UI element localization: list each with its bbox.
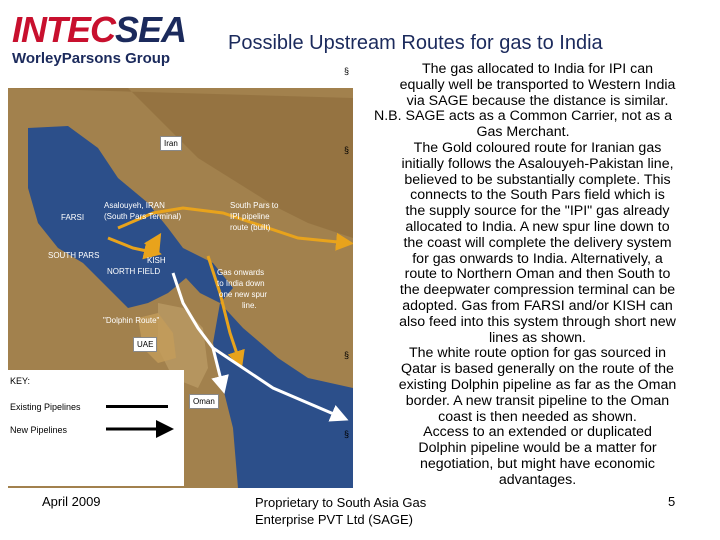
logo-wordmark: [12, 9, 202, 50]
bullet-line: for gas onwards to India. Alternatively, a: [412, 250, 663, 267]
nb-line: Gas Merchant.: [476, 124, 570, 141]
bullet-marker: §: [344, 66, 350, 76]
label-gas-onwards-2: to India down: [217, 279, 265, 288]
key-existing-swatch: [106, 405, 168, 408]
route-map: [8, 88, 353, 488]
key-title: KEY:: [10, 376, 31, 386]
logo-sea: SEA: [115, 9, 187, 50]
bullet-marker: §: [344, 429, 350, 440]
label-south-pars: SOUTH PARS: [48, 251, 100, 260]
bullet-line: negotiation, but might have economic: [419, 455, 656, 472]
bullet-line: the deepwater compression terminal can be: [399, 282, 676, 299]
footer-date: April 2009: [42, 494, 101, 509]
bullet-dolphin-access: [342, 425, 704, 488]
bullet-line: coast is then needed as shown.: [438, 408, 637, 425]
bullet-line: allocated to India. A new spur line down to: [405, 218, 670, 235]
label-kish: KISH: [147, 256, 166, 265]
bullet-line: The white route option for gas sourced in: [408, 345, 667, 362]
footer-proprietary: [255, 494, 426, 528]
slide-title: Possible Upstream Routes for gas to India: [228, 32, 603, 54]
label-asalouyeh-2: (South Pars Terminal): [104, 212, 182, 221]
bullet-line: initially follows the Asalouyeh-Pakistan line,: [401, 155, 674, 172]
key-existing-label: Existing Pipelines: [10, 402, 81, 412]
bullet-ipi: [342, 62, 704, 109]
logo-group: WorleyParsons Group: [12, 50, 171, 67]
nb-line: N.B. SAGE acts as a Common Carrier, not as a: [373, 108, 673, 125]
nb-note: [342, 109, 704, 141]
bullet-line: lines as shown.: [489, 329, 586, 346]
key-new-label: New Pipelines: [10, 425, 68, 435]
label-gas-onwards-4: line.: [242, 301, 257, 310]
bullet-marker: §: [344, 144, 350, 155]
bullet-line: route to Northern Oman and then South to: [404, 266, 671, 283]
bullet-list: [342, 62, 704, 489]
bullet-line: connects to the South Pars field which is: [410, 187, 665, 204]
label-oman: Oman: [189, 394, 219, 409]
bullet-line: adopted. Gas from FARSI and/or KISH can: [402, 297, 673, 314]
bullet-line: Access to an extended or duplicated: [423, 424, 652, 441]
bullet-line: The gas allocated to India for IPI can: [421, 61, 654, 77]
bullet-line: the coast will complete the delivery system: [403, 234, 672, 251]
bullet-marker: §: [344, 350, 350, 361]
bullet-line: Qatar is based generally on the route of the: [401, 361, 674, 378]
label-north-field: NORTH FIELD: [107, 267, 161, 276]
label-ipi-route-2: IPI pipeline: [230, 212, 270, 221]
bullet-gold-route: [342, 141, 704, 346]
bullet-line: border. A new transit pipeline to the Oman: [405, 392, 670, 409]
label-farsi: FARSI: [61, 213, 85, 222]
label-dolphin-route: "Dolphin Route": [103, 316, 160, 325]
map-key-panel: [8, 370, 184, 486]
footer-proprietary-line: Proprietary to South Asia Gas: [255, 495, 427, 510]
logo-intec: INTEC: [12, 9, 115, 50]
footer-proprietary-line: Enterprise PVT Ltd (SAGE): [255, 512, 413, 527]
intecsea-logo: [12, 9, 202, 67]
bullet-line: via SAGE because the distance is similar.: [406, 92, 669, 109]
bullet-line: advantages.: [498, 471, 577, 488]
bullet-line: equally well be transported to Western India: [399, 76, 676, 93]
bullet-line: The Gold coloured route for Iranian gas: [413, 139, 662, 156]
label-ipi-route-1: South Pars to: [230, 201, 279, 210]
key-swatches: [8, 370, 184, 486]
label-uae: UAE: [133, 337, 157, 352]
label-ipi-route-3: route (built): [230, 223, 271, 232]
bullet-line: existing Dolphin pipeline as far as the Oman: [398, 376, 677, 393]
bullet-line: also feed into this system through short new: [399, 313, 676, 330]
label-iran: Iran: [160, 136, 182, 151]
bullet-line: Dolphin pipeline would be a matter for: [418, 440, 657, 457]
bullet-line: the supply source for the "IPI" gas already: [405, 203, 670, 220]
label-gas-onwards-3: one new spur: [219, 290, 268, 299]
label-gas-onwards-1: Gas onwards: [217, 268, 265, 277]
page-number: 5: [668, 494, 676, 509]
bullet-white-route: [342, 346, 704, 425]
bullet-line: believed to be substantially complete. This: [404, 171, 671, 188]
label-asalouyeh-1: Asalouyeh, IRAN: [104, 201, 165, 210]
